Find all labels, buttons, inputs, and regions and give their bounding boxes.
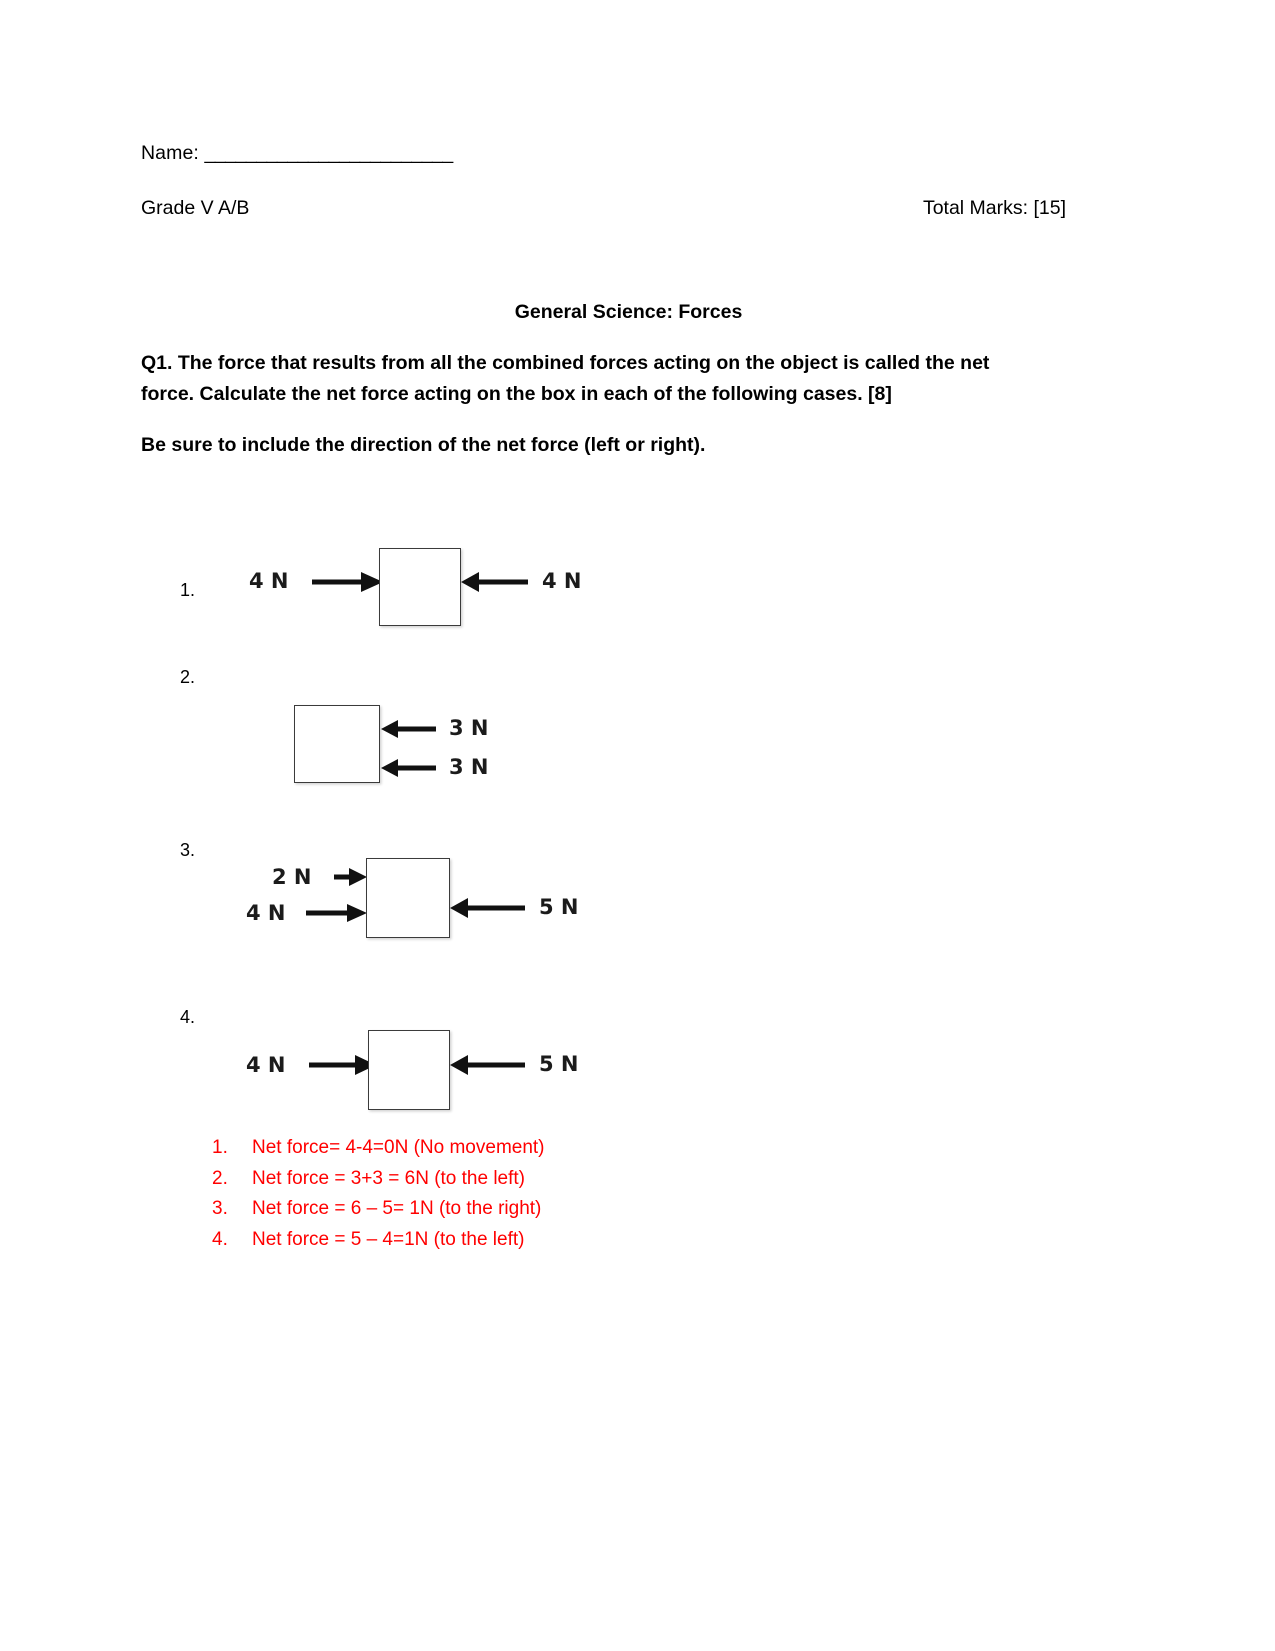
diagram-2-top-force-label: 3 N	[449, 716, 489, 740]
total-marks-label: Total Marks: [15]	[922, 197, 1066, 219]
diagram-2-bottom-arrow-left-icon	[381, 757, 437, 779]
diagram-1-right-arrow-left-icon	[461, 570, 529, 594]
diagram-1-number: 1.	[180, 580, 196, 600]
question-note: Be sure to include the direction of the net force (left or right).	[141, 434, 706, 456]
diagram-3-right-arrow-left-icon	[450, 897, 526, 919]
diagram-3-box	[366, 858, 450, 938]
diagram-4-left-force-label: 4 N	[246, 1053, 286, 1077]
diagram-4-box	[368, 1030, 450, 1110]
diagram-2-top-arrow-left-icon	[381, 718, 437, 740]
diagram-2-box	[294, 705, 380, 783]
grade-label: Grade V A/B	[141, 197, 250, 219]
question-text: Q1. The force that results from all the combined forces acting on the object is called the net force. Calculate the net force acting on the box in each of the following cases. [8]	[141, 352, 990, 405]
diagram-4-right-arrow-left-icon	[450, 1054, 526, 1076]
answer-number: 1.	[212, 1137, 228, 1158]
diagram-3-number: 3.	[180, 840, 196, 860]
diagram-4-left-arrow-right-icon	[308, 1054, 376, 1076]
diagram-3-bottom-left-arrow-right-icon	[305, 902, 367, 924]
diagram-3-top-left-arrow-right-icon	[333, 866, 367, 888]
diagram-1-box	[379, 548, 461, 626]
answer-item	[212, 1225, 912, 1256]
page-title: General Science: Forces	[514, 301, 743, 323]
diagram-2-bottom-force-label: 3 N	[449, 755, 489, 779]
answer-text: Net force = 5 – 4=1N (to the left)	[252, 1228, 525, 1250]
answer-text: Net force = 6 – 5= 1N (to the right)	[252, 1198, 542, 1219]
diagram-1-right-force-label: 4 N	[542, 569, 582, 593]
answer-text: Net force= 4-4=0N (No movement)	[252, 1137, 545, 1158]
force-diagram-2	[0, 665, 1275, 815]
grade-line	[141, 193, 1066, 223]
answer-number: 2.	[212, 1167, 228, 1189]
force-diagram-4	[0, 982, 1275, 1132]
diagram-2-number: 2.	[180, 667, 196, 687]
name-line	[141, 138, 1066, 168]
name-label: Name:	[141, 142, 199, 164]
document-header	[141, 138, 1066, 223]
answer-number: 3.	[212, 1198, 228, 1219]
diagram-4-number: 4.	[180, 1007, 196, 1027]
diagram-4-right-force-label: 5 N	[539, 1052, 579, 1076]
answer-text: Net force = 3+3 = 6N (to the left)	[252, 1167, 526, 1189]
diagram-1-left-arrow-right-icon	[311, 570, 383, 594]
answer-item	[212, 1194, 912, 1225]
answer-item	[212, 1133, 912, 1164]
force-diagram-3	[0, 820, 1275, 970]
answer-number: 4.	[212, 1228, 228, 1250]
diagram-3-top-left-force-label: 2 N	[272, 865, 312, 889]
diagram-3-bottom-left-force-label: 4 N	[246, 901, 286, 925]
force-diagrams	[0, 520, 1275, 1110]
diagram-1-left-force-label: 4 N	[249, 569, 289, 593]
force-diagram-1	[0, 520, 1275, 660]
diagram-3-right-force-label: 5 N	[539, 895, 579, 919]
answer-key-list	[212, 1133, 912, 1255]
answer-item	[212, 1164, 912, 1195]
name-blank-rule: ________________________	[204, 142, 453, 164]
